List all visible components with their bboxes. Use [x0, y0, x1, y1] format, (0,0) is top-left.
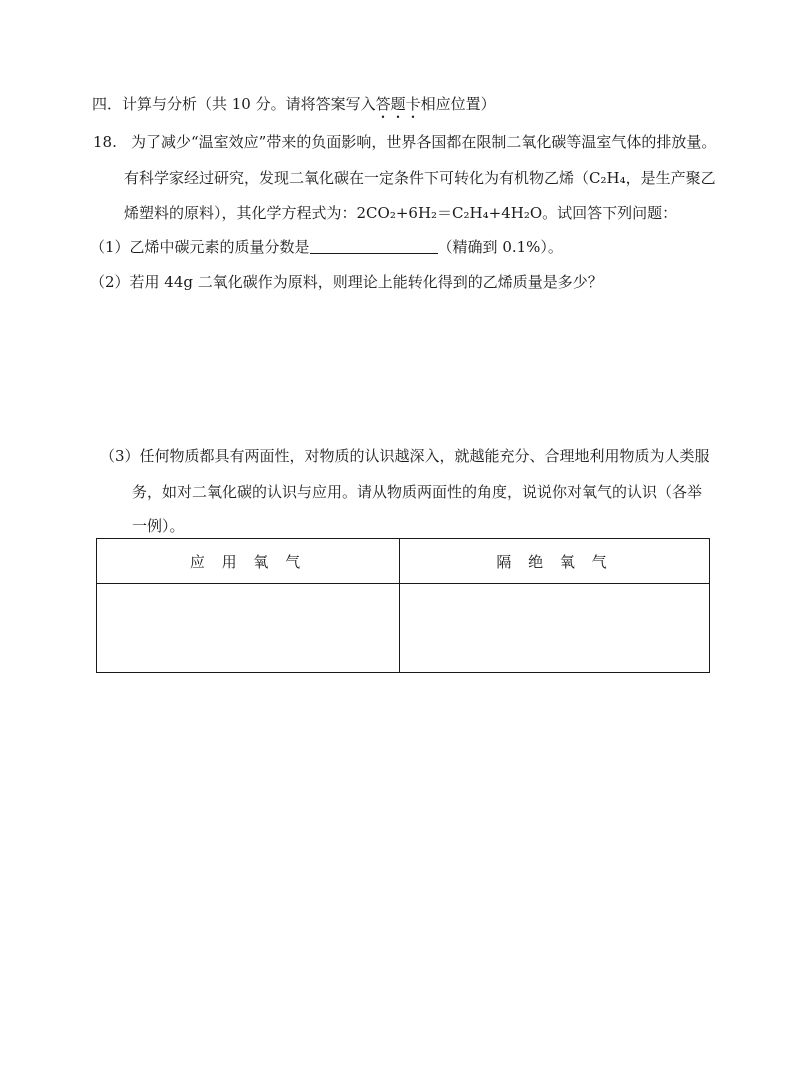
question-18-line-3: 烯塑料的原料），其化学方程式为：2CO₂+6H₂＝C₂H₄+4H₂O。试回答下列问题： [124, 204, 678, 222]
section-heading-prefix: 四．计算与分析（共 10 分。请将答案写入 [92, 95, 376, 113]
question-18-line-2: 有科学家经过研究，发现二氧化碳在一定条件下可转化为有机物乙烯（C₂H₄，是生产聚乙 [124, 169, 716, 187]
part-3-line-3: 一例）。 [132, 517, 185, 535]
part-1-suffix: （精确到 0.1%）。 [437, 238, 563, 256]
table-header-row [97, 539, 710, 584]
answer-cell-isolate[interactable] [400, 584, 710, 673]
part-1-prefix: （1）乙烯中碳元素的质量分数是 [90, 238, 310, 256]
question-18-line-1: 为了减少“温室效应”带来的负面影响，世界各国都在限制二氧化碳等温室气体的排放量。 [131, 133, 717, 151]
answer-sheet-emphasis: 答题卡 [375, 95, 421, 113]
oxygen-answer-table [96, 538, 710, 673]
question-18-number: 18. [93, 133, 117, 151]
part-1 [90, 237, 563, 257]
table-answer-row [97, 584, 710, 673]
header-apply-oxygen: 应 用 氧 气 [97, 539, 400, 584]
answer-cell-apply[interactable] [97, 584, 400, 673]
section-heading [92, 94, 496, 122]
answer-blank[interactable] [310, 238, 438, 254]
part-2: （2）若用 44g 二氧化碳作为原料，则理论上能转化得到的乙烯质量是多少？ [90, 273, 603, 291]
part-3-line-1: （3）任何物质都具有两面性，对物质的认识越深入，就越能充分、合理地利用物质为人类服 [100, 447, 710, 465]
header-isolate-oxygen: 隔 绝 氧 气 [400, 539, 710, 584]
part-3-line-2: 务，如对二氧化碳的认识与应用。请从物质两面性的角度，说说你对氧气的认识（各举 [132, 483, 703, 501]
section-heading-suffix: 相应位置） [420, 95, 496, 113]
